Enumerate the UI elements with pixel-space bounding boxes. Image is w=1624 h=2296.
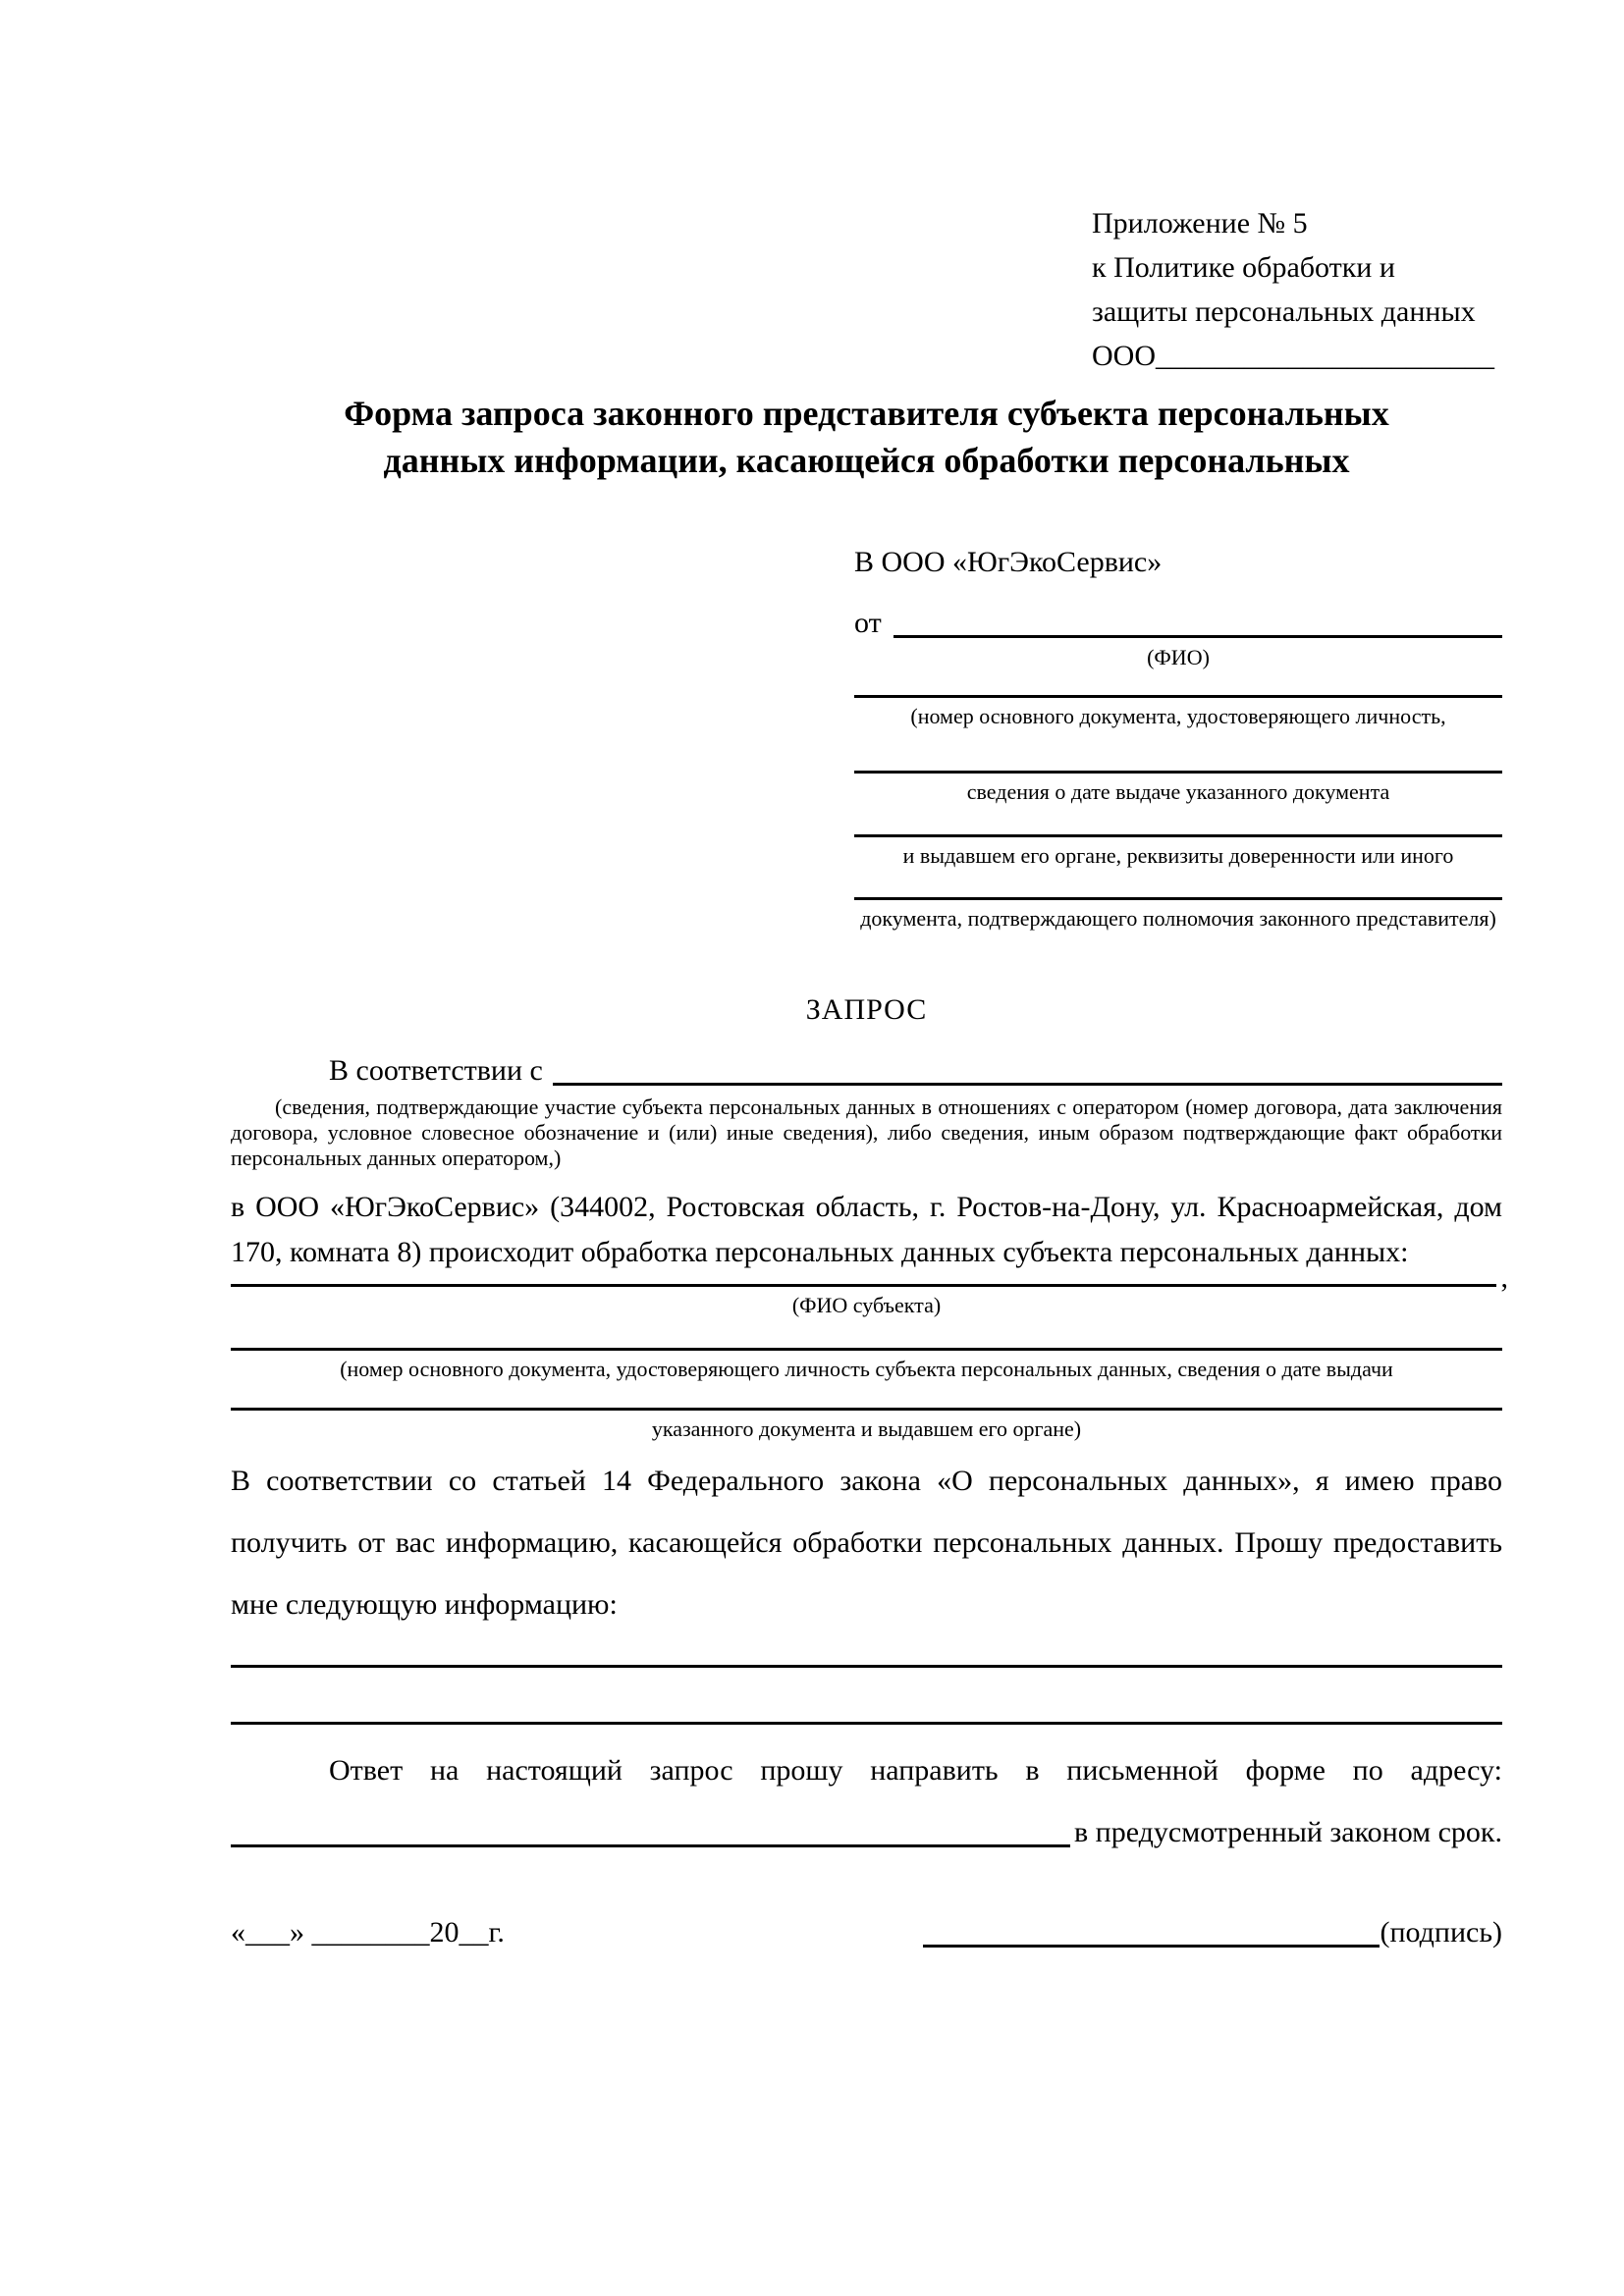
appendix-line-2: к Политике обработки и xyxy=(1092,251,1395,284)
answer-tail: в предусмотренный законом срок. xyxy=(1074,1816,1502,1848)
information-blank-line-1 xyxy=(231,1665,1502,1668)
appendix-line-1: Приложение № 5 xyxy=(1092,207,1308,240)
addressee-organization: В ООО «ЮгЭкоСервис» xyxy=(854,546,1163,578)
document-number-blank-line xyxy=(854,695,1502,698)
subject-fio-blank-line xyxy=(231,1261,1508,1294)
accordance-blank-line xyxy=(553,1083,1502,1086)
from-label: от xyxy=(854,607,882,639)
field-caption-2: сведения о дате выдаче указанного документа xyxy=(966,779,1390,804)
signature-blank-line xyxy=(923,1945,1380,1948)
appendix-line-4: ООО_______________________ xyxy=(1092,340,1494,372)
accordance-lead: В соответствии с xyxy=(329,1054,543,1087)
subject-issuer-blank-line xyxy=(231,1408,1502,1411)
addressee-block xyxy=(854,543,1502,932)
form-title xyxy=(231,390,1502,484)
form-title-line-1: Форма запроса законного представителя субъекта персональных xyxy=(344,394,1389,433)
from-blank-line xyxy=(893,635,1502,638)
field-caption-1: (номер основного документа, удостоверяющего личность, xyxy=(910,704,1446,728)
signature-field xyxy=(923,1913,1502,1952)
appendix-block xyxy=(1092,201,1502,378)
issuing-authority-blank-line xyxy=(854,834,1502,837)
from-field xyxy=(854,604,1502,643)
footer xyxy=(231,1913,1502,1952)
operator-paragraph: в ООО «ЮгЭкоСервис» (344002, Ростовская область, г. Ростов-на-Дону, ул. Красноармейская, дом 170, комната 8) происходит обработка персональных данных субъекта персональных данных: xyxy=(231,1191,1502,1268)
accordance-field xyxy=(231,1051,1502,1091)
information-blank-line-2 xyxy=(231,1722,1502,1725)
accordance-note: (сведения, подтверждающие участие субъекта персональных данных в отношениях с оператором (номер договора, дата заключения договора, условное словесное обозначение и (или) иные сведения), либо сведения, иным образом подтверждающие факт обработки персональных данных оператором,) xyxy=(231,1095,1502,1170)
issue-date-blank-line xyxy=(854,771,1502,774)
subject-line-comma: , xyxy=(1500,1261,1508,1294)
law-paragraph: В соответствии со статьей 14 Федерального закона «О персональных данных», я имею право получить от вас информацию, касающейся обработки персональных данных. Прошу предоставить мне следующую информацию: xyxy=(231,1465,1502,1621)
answer-address-blank-line xyxy=(231,1844,1070,1847)
answer-address-field xyxy=(231,1813,1502,1852)
fio-caption: (ФИО) xyxy=(1147,645,1210,669)
appendix-line-3: защиты персональных данных xyxy=(1092,295,1476,328)
signature-caption: (подпись) xyxy=(1380,1916,1502,1949)
subject-doc-caption-1: (номер основного документа, удостоверяющего личность субъекта персональных данных, сведения о дате выдачи xyxy=(340,1357,1393,1381)
subject-doc-caption-2: указанного документа и выдавшем его органе) xyxy=(651,1416,1082,1441)
authority-document-blank-line xyxy=(854,897,1502,900)
request-heading: ЗАПРОС xyxy=(805,993,928,1026)
date-field: «___» ________20__г. xyxy=(231,1916,505,1949)
subject-fio-caption: (ФИО субъекта) xyxy=(791,1293,942,1317)
answer-paragraph: Ответ на настоящий запрос прошу направить в письменной форме по адресу: xyxy=(329,1754,1502,1787)
subject-document-blank-line xyxy=(231,1348,1502,1351)
form-title-line-2: данных информации, касающейся обработки персональных xyxy=(383,441,1350,480)
field-caption-3: и выдавшем его органе, реквизиты доверенности или иного xyxy=(902,843,1454,868)
field-caption-4: документа, подтверждающего полномочия законного представителя) xyxy=(860,906,1496,931)
